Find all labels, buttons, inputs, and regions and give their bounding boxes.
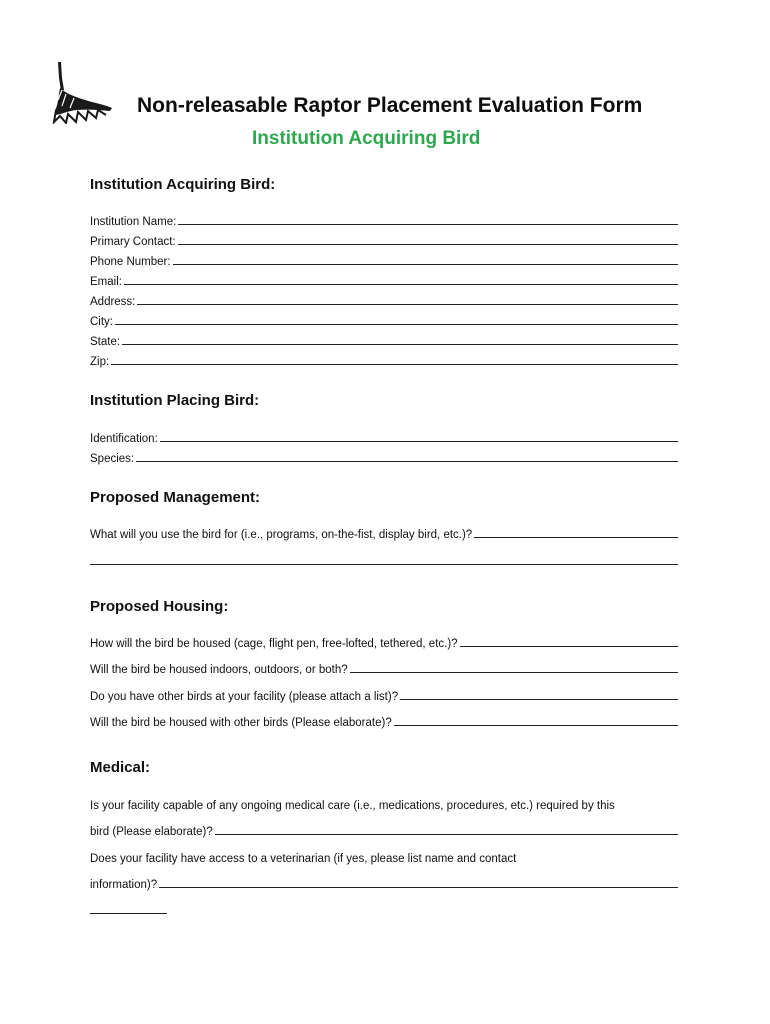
field-label: Email: — [90, 276, 122, 288]
fill-line[interactable] — [115, 324, 678, 325]
question-veterinarian-text — [90, 850, 678, 865]
question-label: Do you have other birds at your facility (please attach a list)? — [90, 691, 399, 703]
field-institution-name[interactable] — [90, 213, 678, 228]
fill-line[interactable] — [159, 887, 678, 888]
section-heading-management: Proposed Management: — [90, 489, 261, 506]
question-label: Will the bird be housed indoors, outdoors, or both? — [90, 664, 348, 676]
fill-line[interactable] — [178, 224, 678, 225]
field-zip[interactable] — [90, 353, 678, 368]
question-housed-with-others[interactable] — [90, 714, 678, 729]
page-subtitle: Institution Acquiring Bird — [252, 128, 481, 149]
fill-line[interactable] — [215, 834, 678, 835]
question-veterinarian[interactable] — [90, 876, 678, 891]
answer-line-veterinarian[interactable] — [90, 913, 167, 914]
field-primary-contact[interactable] — [90, 233, 678, 248]
raptor-logo-icon — [52, 60, 114, 124]
question-label: How will the bird be housed (cage, flight pen, free-lofted, tethered, etc.)? — [90, 638, 458, 650]
question-bird-use[interactable] — [90, 526, 678, 541]
section-heading-medical: Medical: — [90, 759, 151, 776]
field-label: Institution Name: — [90, 216, 177, 228]
fill-line[interactable] — [394, 725, 678, 726]
question-label: information)? — [90, 879, 158, 891]
field-label: Identification: — [90, 433, 158, 445]
field-label: Address: — [90, 296, 136, 308]
question-housing-type[interactable] — [90, 635, 678, 650]
question-label: Does your facility have access to a veterinarian (if yes, please list name and contact — [90, 853, 517, 865]
field-identification[interactable] — [90, 430, 678, 445]
field-city[interactable] — [90, 313, 678, 328]
fill-line[interactable] — [178, 244, 678, 245]
field-address[interactable] — [90, 293, 678, 308]
answer-line-bird-use[interactable] — [90, 553, 678, 568]
field-email[interactable] — [90, 273, 678, 288]
fill-line[interactable] — [137, 304, 678, 305]
fill-line[interactable] — [460, 646, 678, 647]
question-indoors-outdoors[interactable] — [90, 661, 678, 676]
fill-line[interactable] — [111, 364, 678, 365]
question-label: Will the bird be housed with other birds (Please elaborate)? — [90, 717, 392, 729]
field-phone-number[interactable] — [90, 253, 678, 268]
field-label: City: — [90, 316, 113, 328]
section-heading-acquiring: Institution Acquiring Bird: — [90, 176, 276, 193]
field-label: Phone Number: — [90, 256, 171, 268]
field-label: Zip: — [90, 356, 110, 368]
field-state[interactable] — [90, 333, 678, 348]
fill-line[interactable] — [350, 672, 678, 673]
question-medical-care-text — [90, 797, 678, 812]
fill-line[interactable] — [173, 264, 678, 265]
question-label: bird (Please elaborate)? — [90, 826, 213, 838]
field-species[interactable] — [90, 450, 678, 465]
fill-line[interactable] — [124, 284, 678, 285]
field-label: Primary Contact: — [90, 236, 176, 248]
fill-line[interactable] — [400, 699, 678, 700]
fill-line[interactable] — [90, 564, 678, 565]
fill-line[interactable] — [122, 344, 678, 345]
field-label: Species: — [90, 453, 135, 465]
question-label: What will you use the bird for (i.e., programs, on-the-fist, display bird, etc.)? — [90, 529, 473, 541]
page-title: Non-releasable Raptor Placement Evaluation Form — [137, 94, 643, 117]
field-label: State: — [90, 336, 121, 348]
fill-line[interactable] — [474, 537, 678, 538]
question-label: Is your facility capable of any ongoing medical care (i.e., medications, procedures, etc.) required by this — [90, 800, 615, 812]
section-heading-placing: Institution Placing Bird: — [90, 392, 260, 409]
fill-line[interactable] — [160, 441, 678, 442]
question-medical-care[interactable] — [90, 823, 678, 838]
question-other-birds[interactable] — [90, 688, 678, 703]
fill-line[interactable] — [136, 461, 678, 462]
section-heading-housing: Proposed Housing: — [90, 598, 229, 615]
